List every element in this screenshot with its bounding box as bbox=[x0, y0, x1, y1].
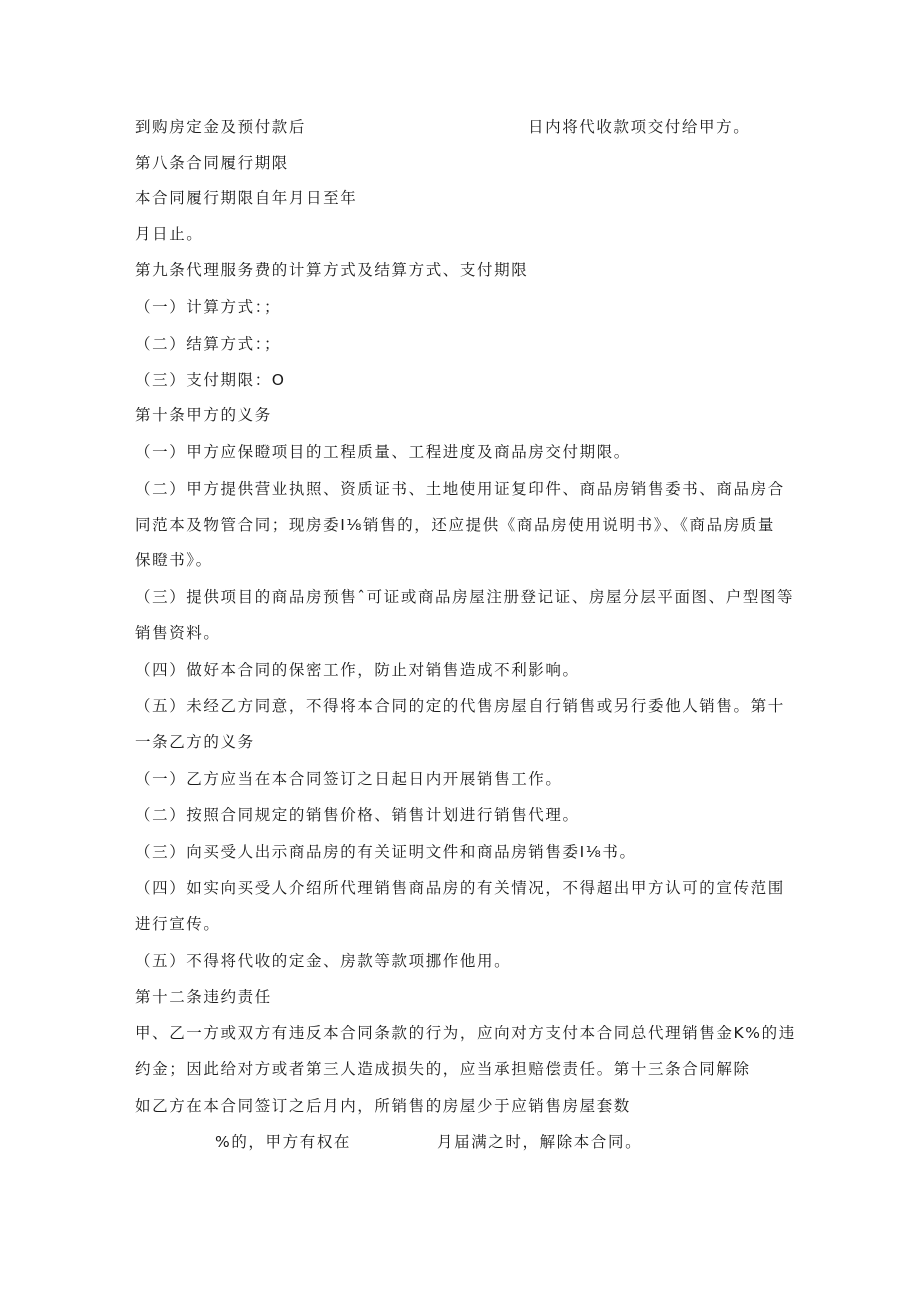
text-line: 进行宣传。 bbox=[135, 915, 221, 933]
text-line: （四）做好本合同的保密工作，防止对销售造成不利影响。 bbox=[135, 661, 580, 679]
text-line: 约金；因此给对方或者第三人造成损失的，应当承担赔偿责任。第十三条合同解除 bbox=[135, 1060, 751, 1078]
text-line: 如乙方在本合同签订之后月内，所销售的房屋少于应销售房屋套数 bbox=[135, 1097, 631, 1115]
text-line: （五）未经乙方同意，不得将本合同的定的代售房屋自行销售或另行委他人销售。第十 bbox=[135, 697, 785, 715]
text-line: %的，甲方有权在 bbox=[215, 1133, 352, 1151]
text-line: （二）甲方提供营业执照、资质证书、土地使用证复印件、商品房销售委书、商品房合 bbox=[135, 480, 785, 498]
text-line: 保瞪书》。 bbox=[135, 551, 213, 569]
text-line: 本合同履行期限自年月日至年 bbox=[135, 189, 358, 207]
text-line: （三）支付期限：O bbox=[135, 371, 286, 389]
text-line: （一）计算方式：； bbox=[135, 298, 282, 316]
text-line: （一）乙方应当在本合同签订之日起日内开展销售工作。 bbox=[135, 770, 563, 788]
text-line: 日内将代收款项交付给甲方。 bbox=[528, 118, 751, 136]
text-line: （二）结算方式：； bbox=[135, 335, 282, 353]
text-line: （四）如实向买受人介绍所代理销售商品房的有关情况，不得超出甲方认可的宣传范围 bbox=[135, 879, 785, 897]
text-line: （三）向买受人出示商品房的有关证明文件和商品房销售委I⅛书。 bbox=[135, 843, 637, 861]
section-heading: 第八条合同履行期限 bbox=[135, 154, 289, 172]
text-line: 同范本及物管合同；现房委I⅛销售的，还应提供《商品房使用说明书》、《商品房质量 bbox=[135, 516, 775, 534]
section-heading: 第十二条违约责任 bbox=[135, 988, 272, 1006]
text-line: （三）提供项目的商品房预售ˆ可证或商品房屋注册登记证、房屋分层平面图、户型图等 bbox=[135, 588, 795, 606]
text-line: （二）按照合同规定的销售价格、销售计划进行销售代理。 bbox=[135, 806, 580, 824]
text-line: （五）不得将代收的定金、房款等款项挪作他用。 bbox=[135, 952, 512, 970]
text-line: （一）甲方应保瞪项目的工程质量、工程进度及商品房交付期限。 bbox=[135, 443, 631, 461]
section-heading: 第十条甲方的义务 bbox=[135, 406, 272, 424]
text-line: 月日止。 bbox=[135, 225, 204, 243]
text-line: 月届满之时，解除本合同。 bbox=[437, 1133, 643, 1151]
text-line: 甲、乙一方或双方有违反本合同条款的行为，应向对方支付本合同总代理销售金K%的违 bbox=[135, 1024, 796, 1042]
section-heading: 一条乙方的义务 bbox=[135, 733, 255, 751]
text-line: 销售资料。 bbox=[135, 624, 221, 642]
text-line: 到购房定金及预付款后 bbox=[135, 118, 307, 136]
section-heading: 第九条代理服务费的计算方式及结算方式、支付期限 bbox=[135, 261, 529, 279]
